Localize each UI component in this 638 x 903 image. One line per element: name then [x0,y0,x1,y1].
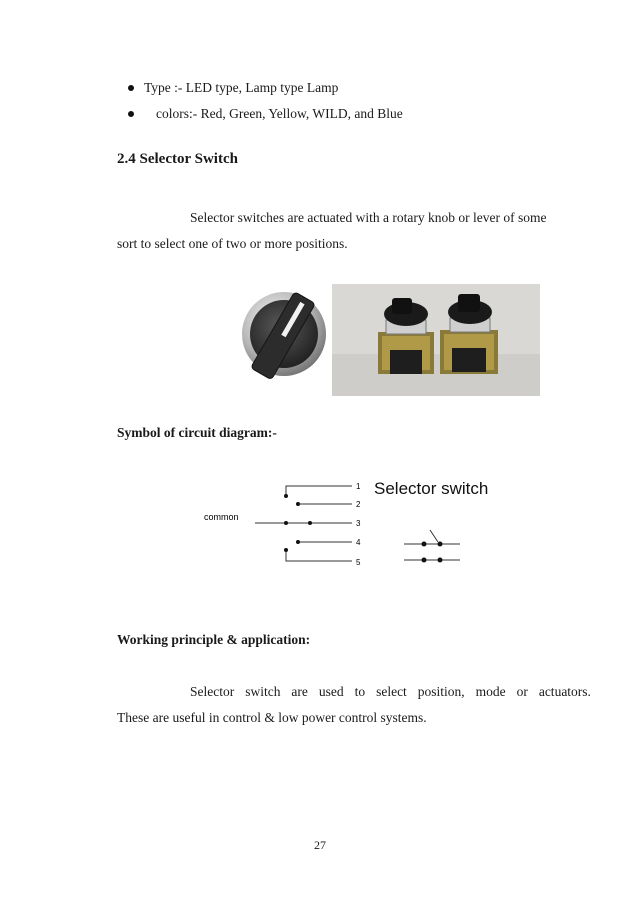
working-heading: Working principle & application: [117,632,311,647]
symbol-heading: Symbol of circuit diagram:- [117,425,277,440]
section-heading: 2.4 Selector Switch [117,151,238,167]
section-paragraph-line-2: sort to select one of two or more positions. [117,236,348,251]
diagram-title: Selector switch [374,479,489,498]
common-label: common [204,512,239,522]
working-paragraph-line-2: These are useful in control & low power control systems. [117,710,427,725]
section-paragraph-line-1: Selector switches are actuated with a rotary knob or lever of some [190,210,547,225]
selector-knob-image [236,290,328,384]
bullet-text: colors:- Red, Green, Yellow, WILD, and Blue [156,106,403,121]
bullet-text: Type :- LED type, Lamp type Lamp [144,80,339,95]
page-number: 27 [314,838,326,852]
working-paragraph-line-1: Selector switch are used to select position, mode or actuators. [190,684,591,699]
selector-switch-photo [332,284,540,396]
position-label-2: 2 [356,500,361,509]
bullet-dot-icon [128,85,134,91]
position-label-5: 5 [356,558,361,567]
position-label-1: 1 [356,482,361,491]
bullet-dot-icon [128,111,134,117]
position-label-3: 3 [356,519,361,528]
circuit-diagram [200,470,520,580]
position-label-4: 4 [356,538,361,547]
